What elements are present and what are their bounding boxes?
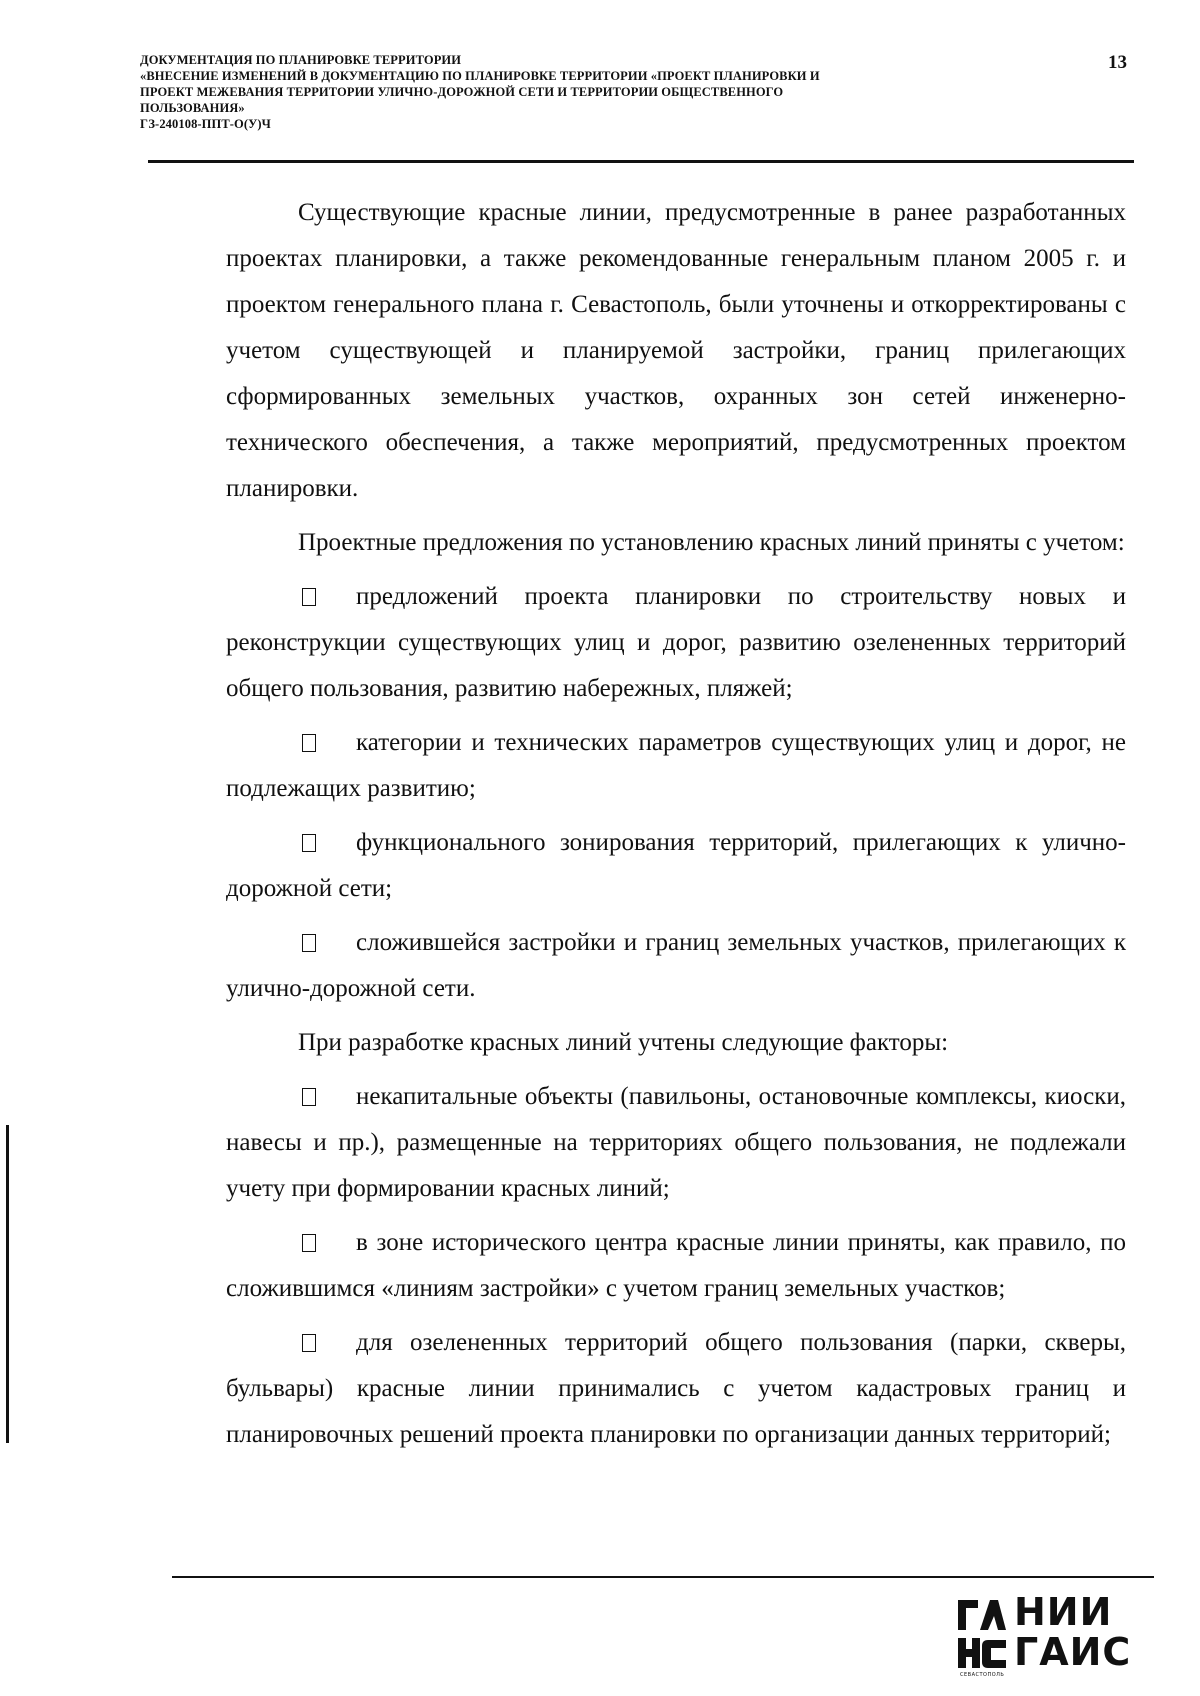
checkbox-bullet-icon: [302, 934, 316, 952]
checkbox-bullet-icon: [302, 588, 316, 606]
list-item-text: сложившейся застройки и границ земельных участков, прилегающих к улично-дорожной сети.: [226, 929, 1126, 1002]
checkbox-bullet-icon: [302, 1234, 316, 1252]
page-number: 13: [1108, 52, 1127, 73]
list-item-text: предложений проекта планировки по строительству новых и реконструкции существующих улиц и дорог, развитию озелененных территорий общего пользования, развитию набережных, пляжей;: [226, 583, 1126, 702]
header-line: «ВНЕСЕНИЕ ИЗМЕНЕНИЙ В ДОКУМЕНТАЦИЮ ПО ПЛАНИРОВКЕ ТЕРРИТОРИИ «ПРОЕКТ ПЛАНИРОВКИ И: [140, 69, 820, 83]
document-code: ГЗ-240108-ППТ-О(У)Ч: [140, 117, 271, 131]
list-item: [226, 820, 1126, 912]
checkbox-bullet-icon: [302, 1334, 316, 1352]
checkbox-bullet-icon: [302, 734, 316, 752]
checkbox-bullet-icon: [302, 1088, 316, 1106]
main-text: [226, 190, 1126, 1466]
list-item-text: некапитальные объекты (павильоны, остановочные комплексы, киоски, навесы и пр.), размещенные на территориях общего пользования, не подлежали учету при формировании красных линий;: [226, 1083, 1126, 1202]
logo-subtitle: СЕВАСТОПОЛЬ: [960, 1672, 1005, 1678]
list-item: [226, 1074, 1126, 1212]
list-item: [226, 574, 1126, 712]
list-item-text: категории и технических параметров существующих улиц и дорог, не подлежащих развитию;: [226, 729, 1126, 802]
header-divider: [148, 160, 1134, 163]
list-item: [226, 920, 1126, 1012]
list-item: [226, 1320, 1126, 1458]
logo-line-2: ГАИС: [1014, 1630, 1132, 1674]
scan-edge-mark: [6, 1125, 9, 1443]
footer-divider: [172, 1576, 1154, 1578]
list-item-text: функционального зонирования территорий, прилегающих к улично-дорожной сети;: [226, 829, 1126, 902]
list-item: [226, 1220, 1126, 1312]
paragraph: При разработке красных линий учтены следующие факторы:: [298, 1029, 949, 1056]
header-line: ПОЛЬЗОВАНИЯ»: [140, 101, 245, 115]
list-item: [226, 720, 1126, 812]
logo-wordmark: [1014, 1592, 1131, 1672]
header-line: ПРОЕКТ МЕЖЕВАНИЯ ТЕРРИТОРИИ УЛИЧНО-ДОРОЖНОЙ СЕТИ И ТЕРРИТОРИИ ОБЩЕСТВЕННОГО: [140, 85, 784, 99]
nii-gais-logo: [956, 1592, 1146, 1678]
checkbox-bullet-icon: [302, 834, 316, 852]
document-header: [140, 52, 1040, 132]
list-item-text: в зоне исторического центра красные линии приняты, как правило, по сложившимся «линиям застройки» с учетом границ земельных участков;: [226, 1229, 1126, 1302]
logo-mark-icon: [956, 1598, 1006, 1672]
paragraph: Существующие красные линии, предусмотренные в ранее разработанных проектах планировки, а также рекомендованные генеральным планом 2005 г. и проектом генерального плана г. Севастополь, были уточнены и откорректированы с учетом существующей и планируемой застройки, границ прилегающих сформированных земельных участков, охранных зон сетей инженерно-технического обеспечения, а также мероприятий, предусмотренных проектом планировки.: [226, 199, 1126, 502]
list-item-text: для озелененных территорий общего пользования (парки, скверы, бульвары) красные линии принимались с учетом кадастровых границ и планировочных решений проекта планировки по организации данных территорий;: [226, 1329, 1126, 1448]
logo-line-1: НИИ: [1014, 1590, 1113, 1634]
paragraph: Проектные предложения по установлению красных линий приняты с учетом:: [298, 529, 1125, 556]
header-line: ДОКУМЕНТАЦИЯ ПО ПЛАНИРОВКЕ ТЕРРИТОРИИ: [140, 53, 462, 67]
